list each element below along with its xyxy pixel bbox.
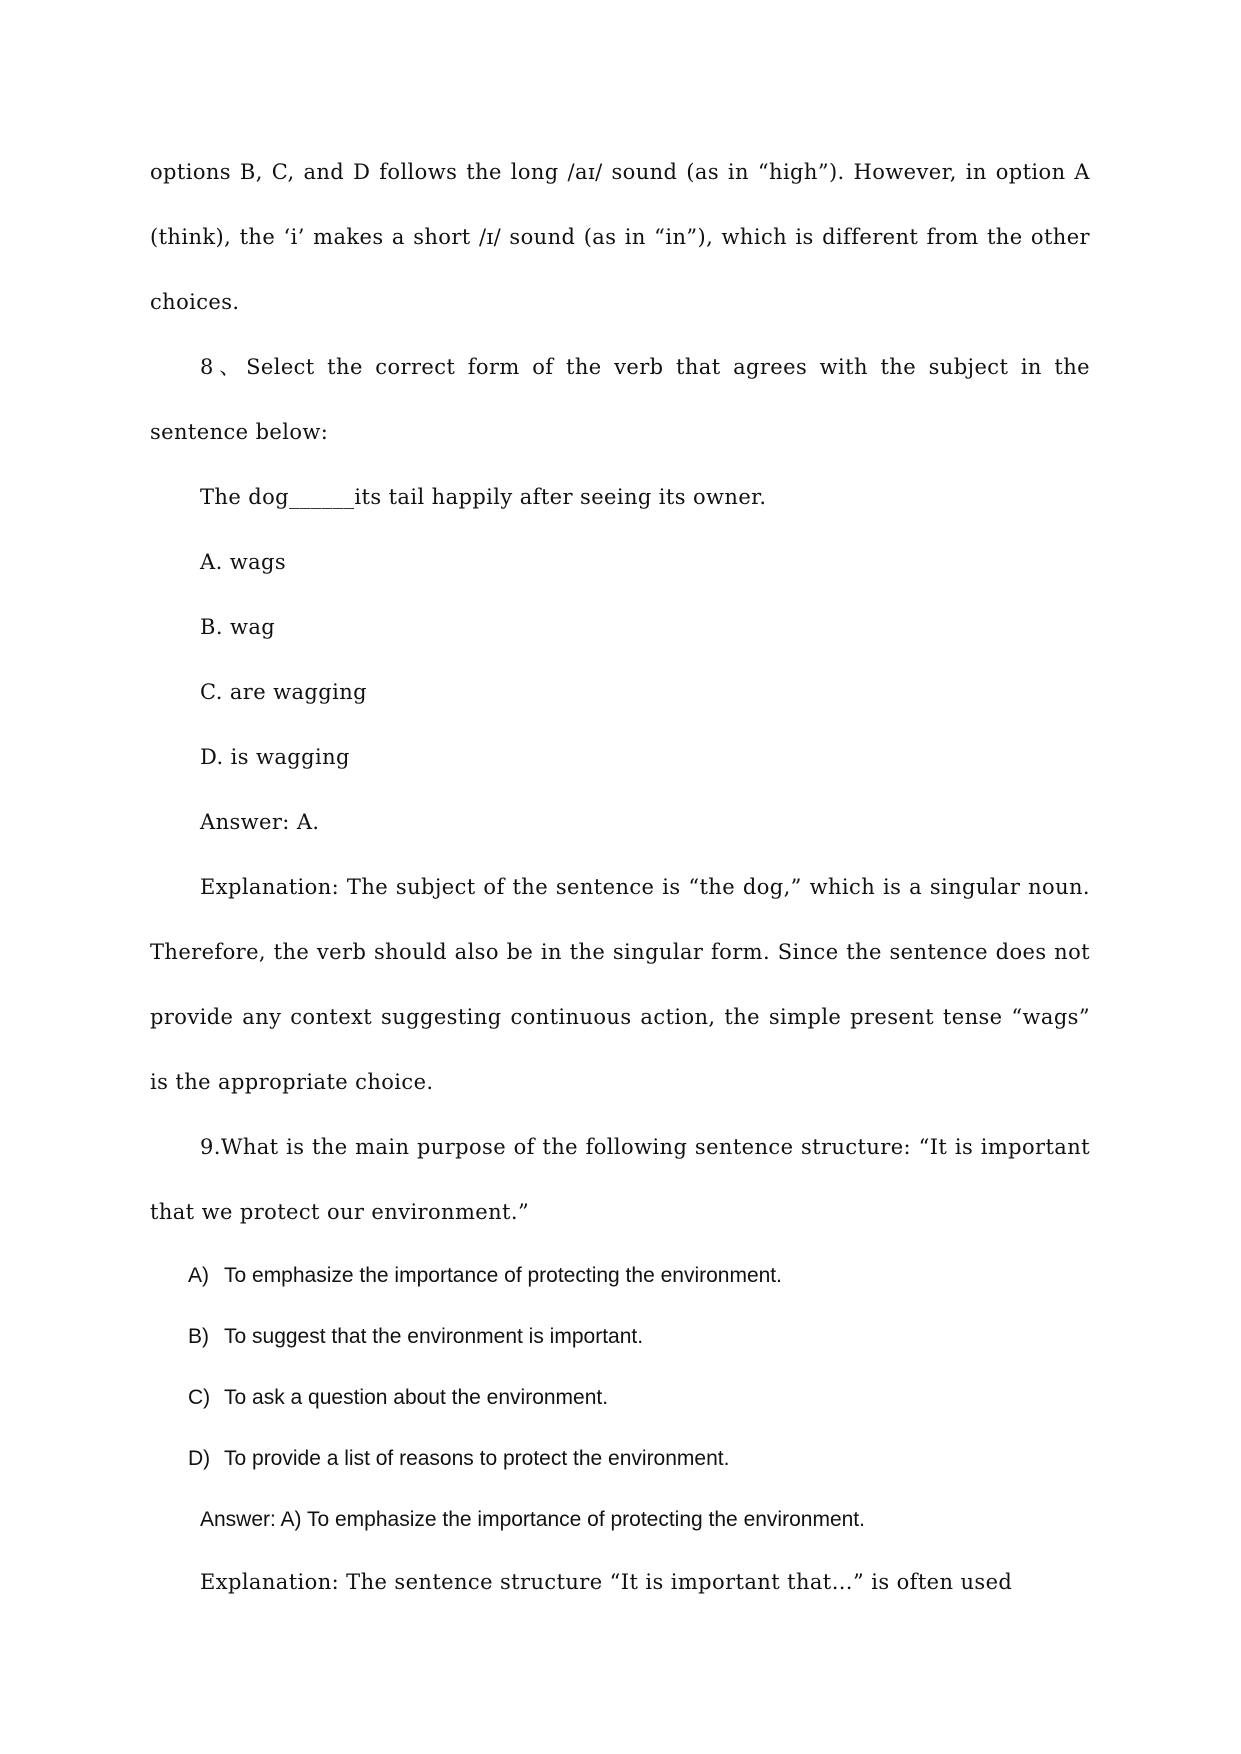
question-8-sentence: The dog______its tail happily after seeing its owner. (200, 485, 767, 509)
option-letter: C) (188, 1386, 211, 1409)
question-8-answer: Answer: A. (200, 810, 320, 834)
option-letter: D) (188, 1447, 211, 1470)
question-9-option-c (150, 1367, 1090, 1428)
page-content (150, 140, 1090, 1615)
question-8-option-c: C. are wagging (200, 680, 367, 704)
option-letter: B) (188, 1325, 209, 1348)
question-9-options (150, 1245, 1090, 1489)
question-9-option-b (150, 1306, 1090, 1367)
question-8-option-d: D. is wagging (200, 745, 350, 769)
previous-explanation-tail: options B, C, and D follows the long /aɪ/ sound (as in “high”). However, in option A (think), the ‘i’ makes a short /ɪ/ sound (as in “in”), which is different from the other choices. (150, 160, 1090, 314)
question-9-text: 9.What is the main purpose of the following sentence structure: “It is important that we protect our environment.” (150, 1135, 1090, 1224)
question-8-option-a: A. wags (200, 550, 287, 574)
option-text: To suggest that the environment is important. (224, 1325, 644, 1348)
question-9-answer: Answer: A) To emphasize the importance of protecting the environment. (200, 1508, 865, 1531)
question-8-explanation: Explanation: The subject of the sentence is “the dog,” which is a singular noun. Therefore, the verb should also be in the singular form. Since the sentence does not provide any context suggesting continuous action, the simple present tense “wags” is the appropriate choice. (150, 875, 1090, 1094)
option-text: To ask a question about the environment. (224, 1386, 609, 1409)
option-text: To emphasize the importance of protecting the environment. (224, 1264, 782, 1287)
question-9-explanation: Explanation: The sentence structure “It is important that…” is often used (200, 1570, 1013, 1594)
option-letter: A) (188, 1264, 209, 1287)
question-8-option-b: B. wag (200, 615, 276, 639)
question-9-option-d (150, 1428, 1090, 1489)
option-text: To provide a list of reasons to protect the environment. (224, 1447, 730, 1470)
question-8-text: 8、Select the correct form of the verb that agrees with the subject in the sentence below: (150, 355, 1090, 444)
question-9-option-a (150, 1245, 1090, 1306)
